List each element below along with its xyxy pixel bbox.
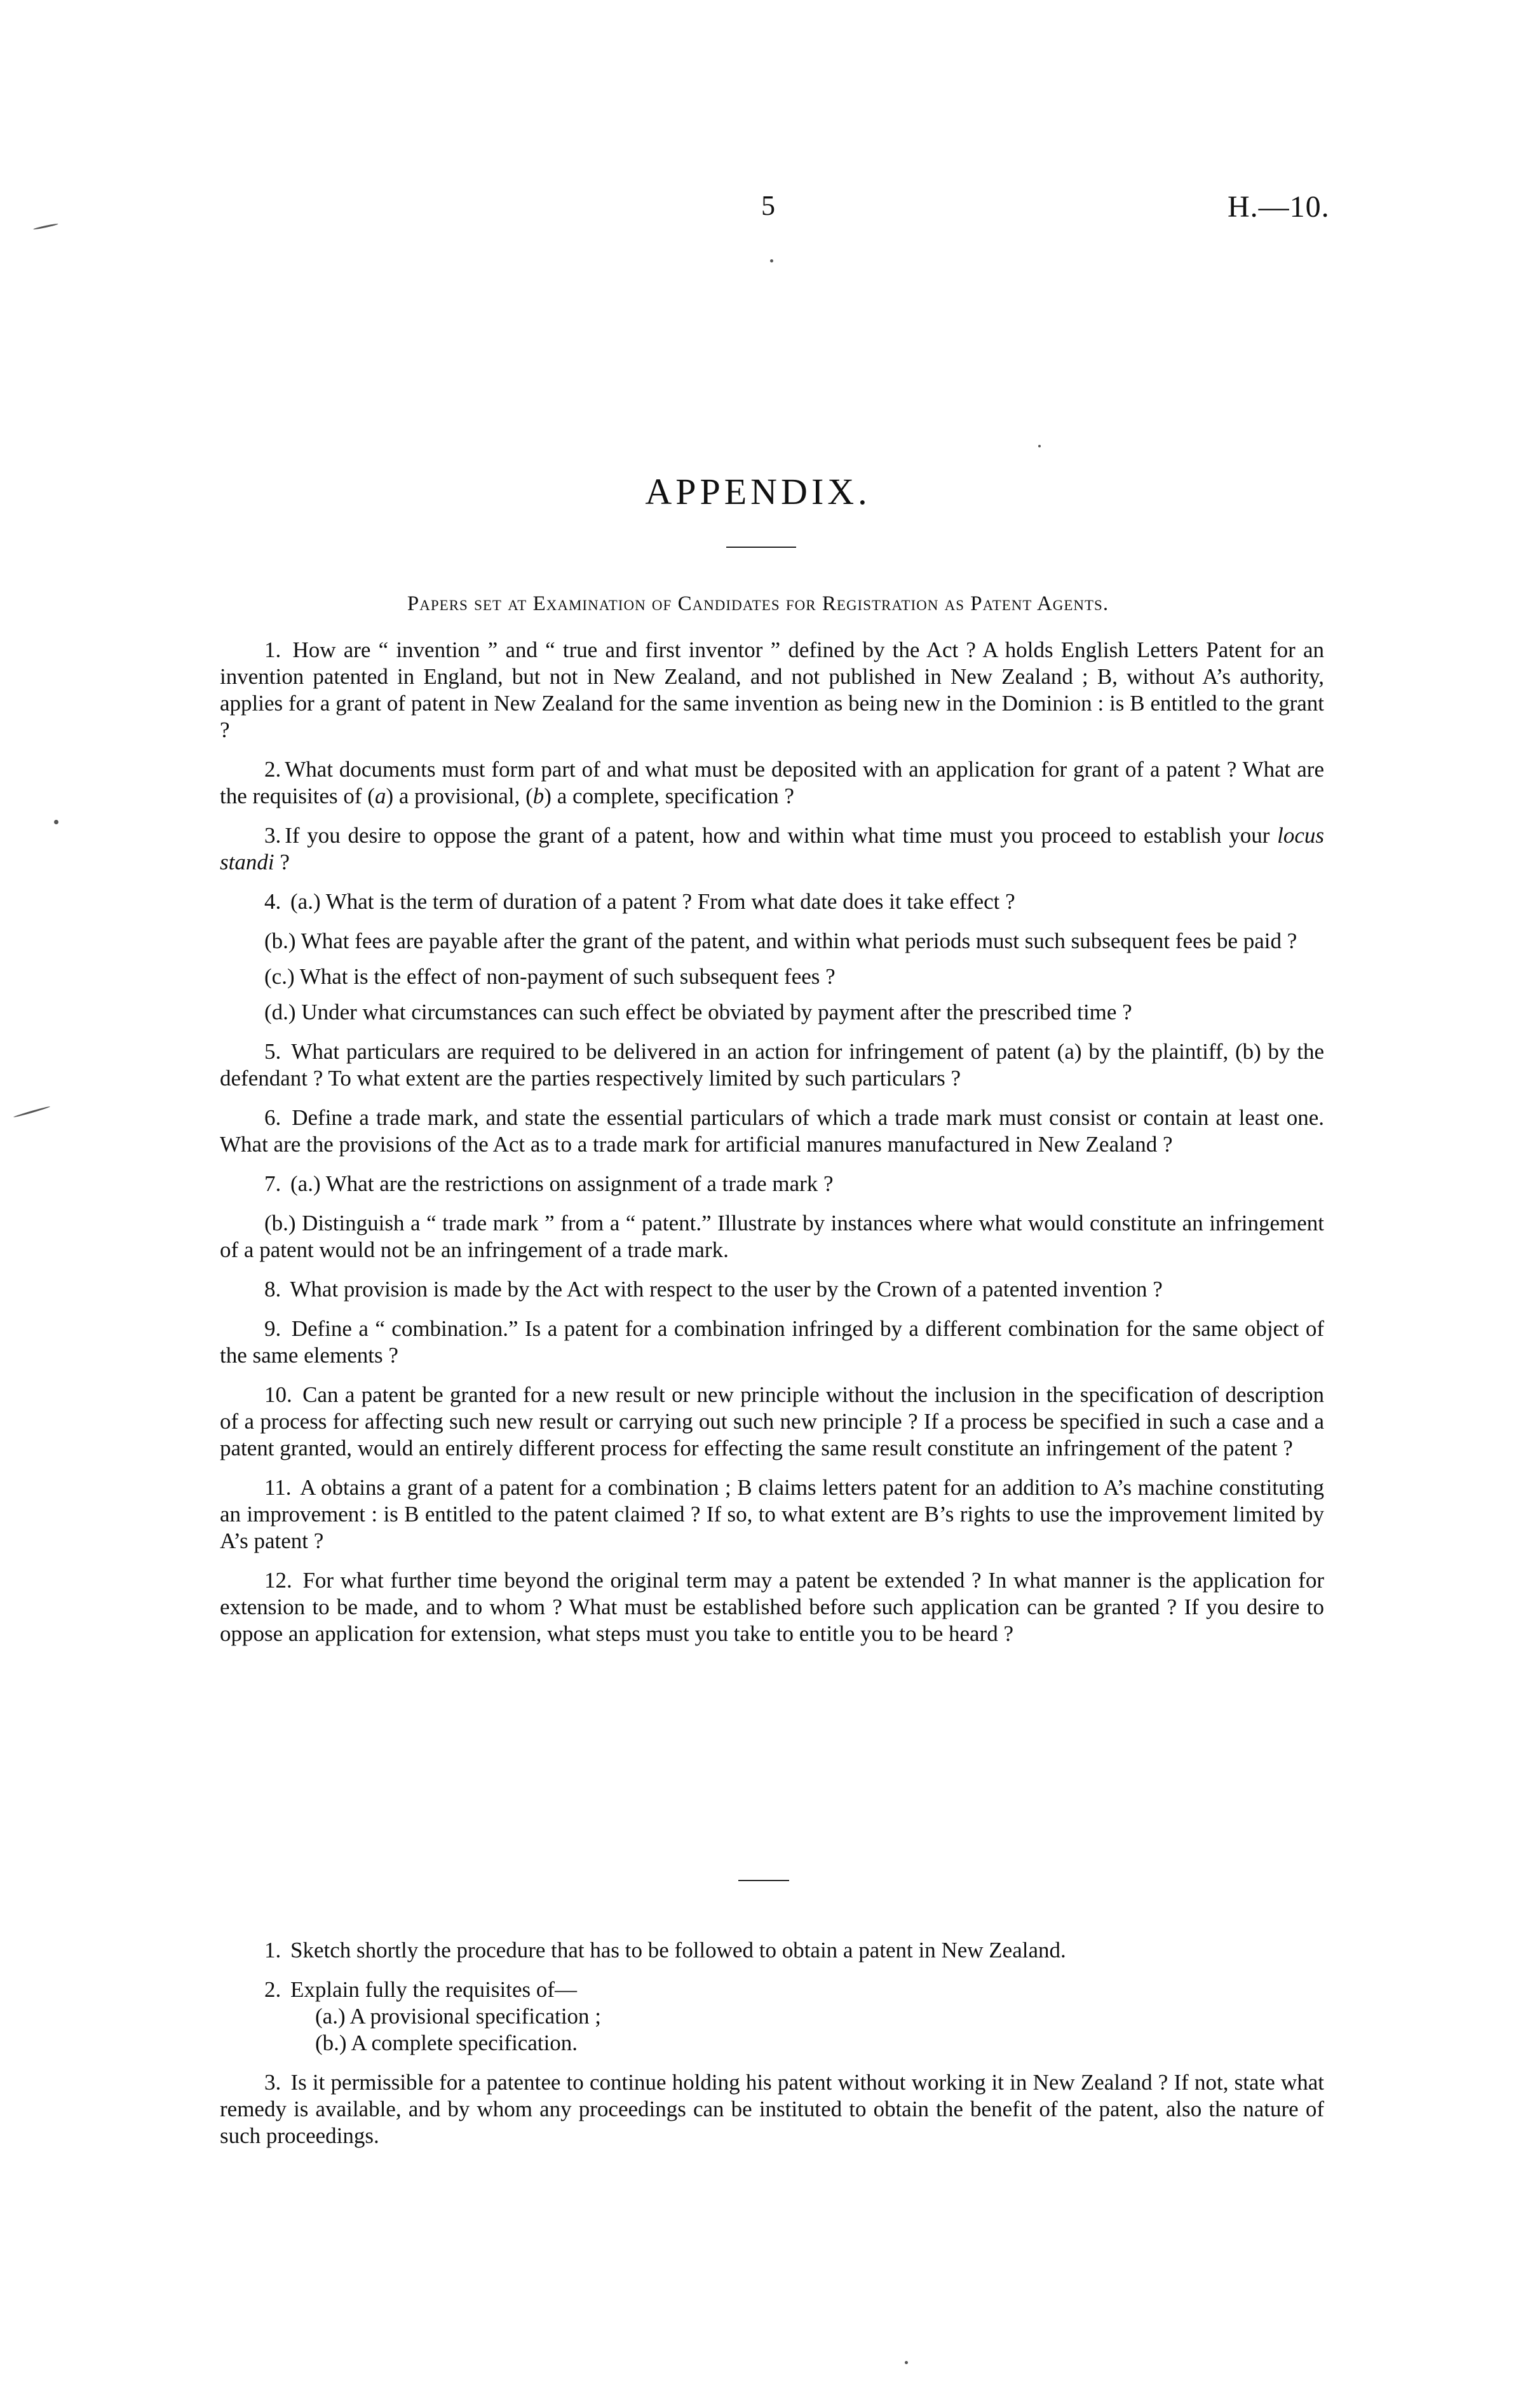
question-4a: 4. (a.) What is the term of duration of a patent ? From what date does it take effect ?	[264, 889, 1015, 914]
paper-two-questions	[220, 1937, 1324, 2149]
question-7a: 7. (a.) What are the restrictions on assignment of a trade mark ?	[264, 1171, 834, 1196]
question-1: 1. How are “ invention ” and “ true and first inventor ” defined by the Act ? A holds English Letters Patent for an invention patented in England, but not in New Zealand, and not published in New Zealand ; B, without A’s authority, applies for a grant of patent in New Zealand for the same invention as being new in the Dominion : is B entitled to the grant ?	[220, 637, 1325, 742]
question-4c: (c.) What is the effect of non-payment of such subsequent fees ?	[264, 964, 836, 989]
paper-two-question-2b: (b.) A complete specification.	[315, 2030, 578, 2055]
question-5: 5. What particulars are required to be delivered in an action for infringement of patent (a) by the plaintiff, (b) by the defendant ? To what extent are the parties respectively limited by such particulars ?	[220, 1039, 1324, 1091]
page-number: 5	[761, 190, 775, 221]
question-2: 2. What documents must form part of and what must be deposited with an application for grant of a patent ? What are the requisites of (a) a provisional, (b) a complete, specification ?	[220, 757, 1324, 808]
question-12: 12. For what further time beyond the original term may a patent be extended ? In what manner is the application for extension to be made, and to whom ? What must be established before such application can be granted ? If you desire to oppose an application for extension, what steps must you take to entitle you to be heard ?	[220, 1568, 1324, 1646]
scan-speck	[905, 2361, 908, 2364]
scan-speck	[54, 820, 58, 824]
question-11: 11. A obtains a grant of a patent for a combination ; B claims letters patent for an addition to A’s machine constituting an improvement : is B entitled to the patent claimed ? If so, to what extent are B’s rights to use the improvement limited by A’s patent ?	[220, 1475, 1324, 1553]
question-4b: (b.) What fees are payable after the grant of the patent, and within what periods must such subsequent fees be paid ?	[264, 929, 1297, 953]
question-6: 6. Define a trade mark, and state the essential particulars of which a trade mark must consist or contain at least one. What are the provisions of the Act as to a trade mark for artificial manures manufactured in New Zealand ?	[220, 1105, 1325, 1157]
scan-speck	[1038, 445, 1041, 447]
paper-two-question-3: 3. Is it permissible for a patentee to continue holding his patent without working it in New Zealand ? If not, state what remedy is available, and by whom any proceedings can be instituted to obtain the benefit of the patent, also the nature of such proceedings.	[220, 2070, 1324, 2148]
appendix-title: APPENDIX.	[645, 471, 871, 512]
question-7b: (b.) Distinguish a “ trade mark ” from a “ patent.” Illustrate by instances where what would constitute an infringement of a patent would not be an infringement of a trade mark.	[220, 1211, 1324, 1262]
question-3: 3. If you desire to oppose the grant of a patent, how and within what time must you proceed to establish your locus standi ?	[220, 823, 1324, 874]
paper-subtitle: Papers set at Examination of Candidates for Registration as Patent Agents.	[407, 592, 1109, 615]
document-reference: H.—10.	[1228, 190, 1330, 224]
question-8: 8. What provision is made by the Act with respect to the user by the Crown of a patented invention ?	[264, 1277, 1163, 1302]
question-10: 10. Can a patent be granted for a new result or new principle without the inclusion in the specification of description of a process for affecting such new result or carrying out such new principle ? If a process be specified in such a case and a patent granted, would an entirely different process for effecting the same result constitute an infringement of the patent ?	[220, 1382, 1324, 1460]
scan-speck	[13, 1106, 51, 1118]
paper-one-questions	[220, 637, 1324, 1647]
paper-two-question-2a: (a.) A provisional specification ;	[315, 2004, 602, 2029]
paper-two-question-1: 1. Sketch shortly the procedure that has to be followed to obtain a patent in New Zealand.	[264, 1938, 1066, 1962]
question-9: 9. Define a “ combination.” Is a patent for a combination infringed by a different combination for the same object of the same elements ?	[220, 1316, 1324, 1368]
question-4d: (d.) Under what circumstances can such effect be obviated by payment after the prescribed time ?	[264, 1000, 1132, 1024]
scan-speck	[33, 223, 58, 230]
scan-speck	[770, 259, 773, 262]
section-divider-rule	[738, 1880, 789, 1881]
paper-two-question-2: 2. Explain fully the requisites of—	[264, 1977, 578, 2002]
title-rule	[726, 547, 796, 548]
